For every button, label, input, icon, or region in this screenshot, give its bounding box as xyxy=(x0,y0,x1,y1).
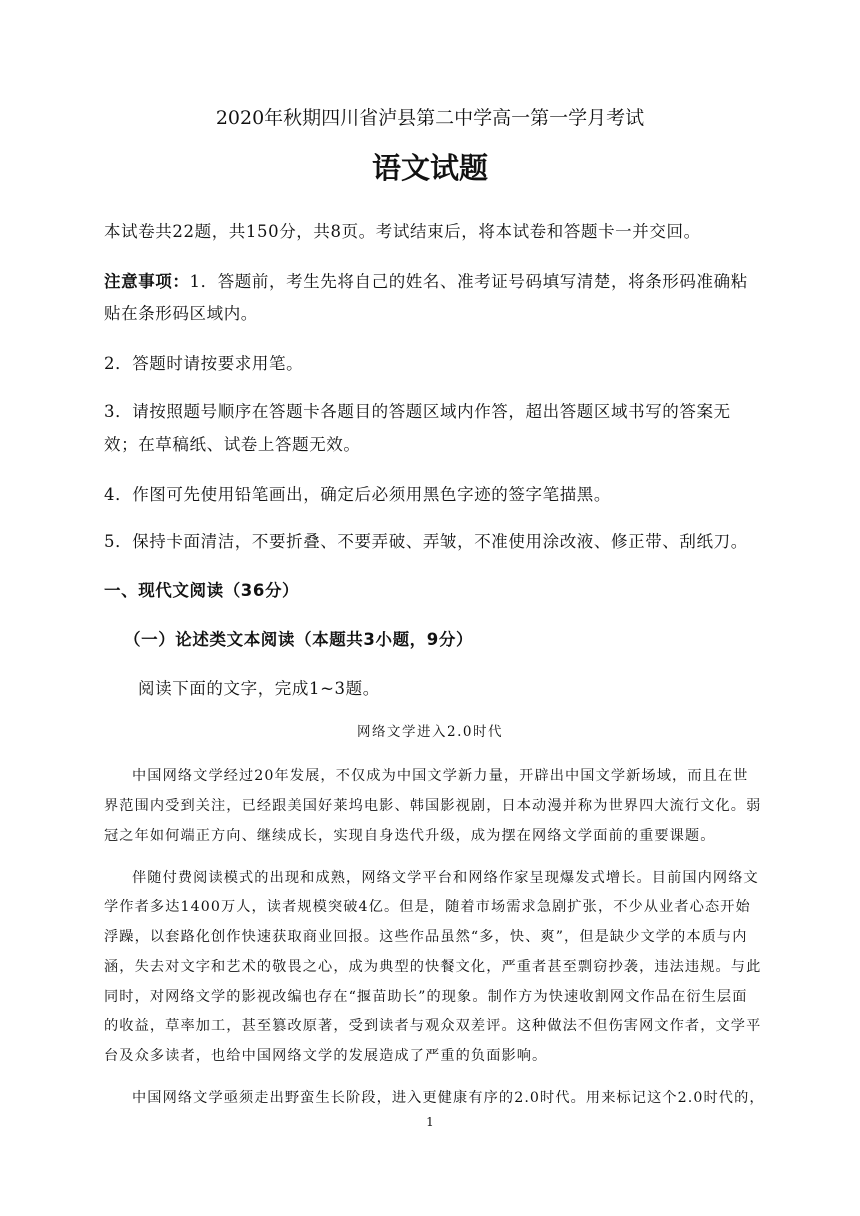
article-p1-line-1: 中国网络文学经过20年发展，不仅成为中国文学新力量，开辟出中国文学新场域，而且在世 xyxy=(132,768,749,784)
article-p2-line-1: 伴随付费阅读模式的出现和成熟，网络文学平台和网络作家呈现爆发式增长。目前国内网络文 xyxy=(132,870,759,886)
article-p2-line-2: 学作者多达1400万人，读者规模突破4亿。但是，随着市场需求急剧扩张，不少从业者心态开始 xyxy=(104,899,751,915)
exam-title: 2020年秋期四川省泸县第二中学高一第一学月考试 xyxy=(215,107,645,129)
notice-item-3-line-1: 3．请按照题号顺序在答题卡各题目的答题区域内作答，超出答题区域书写的答案无 xyxy=(104,402,731,421)
notice-item-2: 2．答题时请按要求用笔。 xyxy=(104,354,304,373)
article-p2-line-3: 浮躁，以套路化创作快速获取商业回报。这些作品虽然“多，快、爽”，但是缺少文学的本质与内 xyxy=(104,929,748,945)
notice-item-1-line-2: 贴在条形码区域内。 xyxy=(104,304,258,323)
section-1-subheading: （一）论述类文本阅读（本题共3小题，9分） xyxy=(124,630,474,649)
notice-item-4: 4．作图可先使用铅笔画出，确定后必须用黑色字迹的签字笔描黑。 xyxy=(104,485,611,504)
page-number: 1 xyxy=(426,1115,434,1129)
reading-instruction: 阅读下面的文字，完成1~3题。 xyxy=(138,679,380,698)
article-p1-line-3: 冠之年如何端正方向、继续成长，实现自身迭代升级，成为摆在网络文学面前的重要课题。 xyxy=(104,828,716,844)
notice-label: 注意事项： xyxy=(104,272,190,291)
article-p3-line-1: 中国网络文学亟须走出野蛮生长阶段，进入更健康有序的2.0时代。用来标记这个2.0时代的， xyxy=(132,1090,765,1106)
article-p2-line-4: 涵，失去对文字和艺术的敬畏之心，成为典型的快餐文化，严重者甚至剽窃抄袭，违法违规。与此 xyxy=(104,959,762,975)
notice-item-3-line-2: 效；在草稿纸、试卷上答题无效。 xyxy=(104,435,361,454)
article-p1-line-2: 界范围内受到关注，已经跟美国好莱坞电影、韩国影视剧，日本动漫并称为世界四大流行文化。弱 xyxy=(104,798,762,814)
article-p2-line-6: 的收益，草率加工，甚至篡改原著，受到读者与观众双差评。这种做法不但伤害网文作者，文学平 xyxy=(104,1018,762,1034)
notice-item-5: 5．保持卡面清洁，不要折叠、不要弄破、弄皱，不准使用涂改液、修正带、刮纸刀。 xyxy=(104,532,748,551)
article-p2-line-5: 同时，对网络文学的影视改编也存在“揠苗助长”的现象。制作方为快速收割网文作品在衍生层面 xyxy=(104,989,748,1005)
section-1-heading: 一、现代文阅读（36分） xyxy=(104,581,300,600)
notice-item-1-line-1: 1．答题前，考生先将自己的姓名、准考证号码填写清楚，将条形码准确粘 xyxy=(189,272,748,291)
article-p2-line-7: 台及众多读者，也给中国网络文学的发展造成了严重的负面影响。 xyxy=(104,1048,548,1064)
subject-title: 语文试题 xyxy=(371,151,488,185)
intro-text: 本试卷共22题，共150分，共8页。考试结束后，将本试卷和答题卡一并交回。 xyxy=(104,222,701,241)
article-title: 网络文学进入2.0时代 xyxy=(357,724,503,740)
notice-line-1 xyxy=(104,268,748,292)
